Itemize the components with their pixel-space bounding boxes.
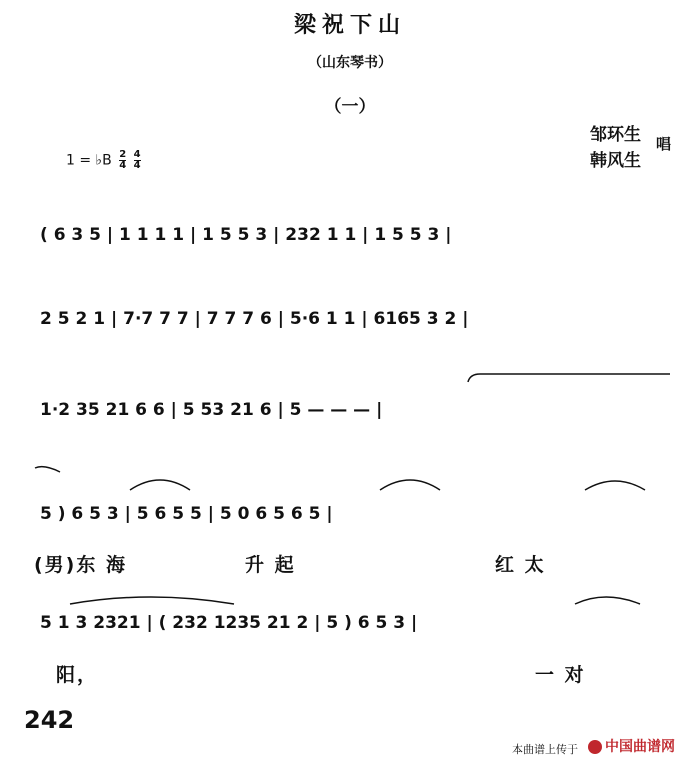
song-subtitle: （山东琴书） <box>308 55 392 71</box>
time-2-numerator: 4 <box>133 149 141 160</box>
score-row-2: 2 5 2 1 | 7·7 7 7 | 7 7 7 6 | 5·6 1 1 | 6165 3 2 | <box>40 309 469 329</box>
performer-1: 邹环生 <box>590 125 641 145</box>
time-1-denominator: 4 <box>119 160 127 171</box>
upload-note: 本曲谱上传于 <box>512 743 578 756</box>
score-row-5: 5 1 3 2321 | ( 232 1235 21 2 | 5 ) 6 5 3 | <box>40 613 418 633</box>
site-logo <box>588 736 675 756</box>
lyric-5: 一 对 <box>535 664 586 686</box>
performer-2: 韩风生 <box>590 151 641 171</box>
page-number: 242 <box>24 706 75 734</box>
lyric-3: 红 太 <box>495 554 546 576</box>
site-name: 中国曲谱网 <box>605 739 675 755</box>
score-row-3: 1·2 35 21 6 6 | 5 53 21 6 | 5 — — — | <box>40 400 383 420</box>
logo-icon <box>588 740 602 754</box>
lyric-4: 阳， <box>56 664 99 686</box>
score-row-1: ( 6 3 5 | 1 1 1 1 | 1 5 5 3 | 232 1 1 | 1 5 5 3 | <box>40 225 452 245</box>
song-title: 梁祝下山 <box>293 13 406 38</box>
lyric-1: (男)东 海 <box>34 554 127 576</box>
section-number: （一） <box>324 97 376 117</box>
time-1-numerator: 2 <box>119 149 127 160</box>
time-2-denominator: 4 <box>133 160 141 171</box>
sang-label: 唱 <box>656 135 672 153</box>
lyric-2: 升 起 <box>245 554 296 576</box>
score-row-4: 5 ) 6 5 3 | 5 6 5 5 | 5 0 6 5 6 5 | <box>40 504 333 524</box>
key-label: 1 = ♭B <box>66 152 112 169</box>
